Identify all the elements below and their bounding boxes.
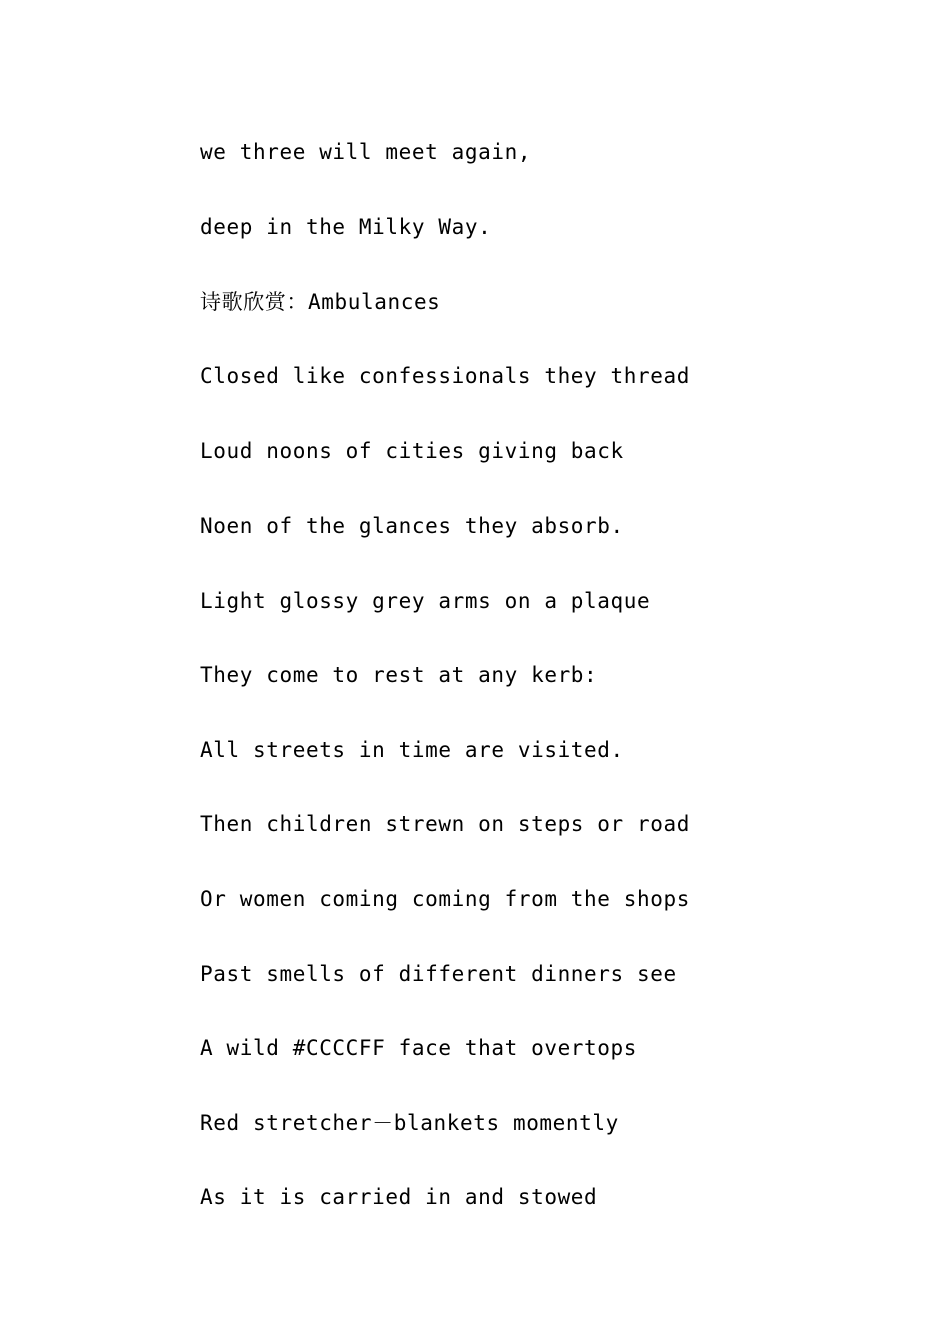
poem-line: deep in the Milky Way.: [200, 215, 492, 239]
poem-line: Past smells of different dinners see: [200, 962, 677, 986]
poem-line: we three will meet again,: [200, 140, 532, 164]
poem-line: Loud noons of cities giving back: [200, 439, 624, 463]
poem-line: Then children strewn on steps or road: [200, 812, 690, 836]
poem-line: As it is carried in and stowed: [200, 1185, 598, 1209]
poem-line: Noen of the glances they absorb.: [200, 514, 624, 538]
poem-line: They come to rest at any kerb:: [200, 663, 598, 687]
poem-line: Light glossy grey arms on a plaque: [200, 589, 651, 613]
poem-line: All streets in time are visited.: [200, 738, 624, 762]
poem-line: Or women coming coming from the shops: [200, 887, 690, 911]
section-heading: 诗歌欣赏：Ambulances: [200, 290, 441, 314]
poem-line: A wild #CCCCFF face that overtops: [200, 1036, 638, 1060]
poem-line: Closed like confessionals they thread: [200, 364, 690, 388]
poem-line: Red stretcher－blankets momently: [200, 1111, 619, 1135]
